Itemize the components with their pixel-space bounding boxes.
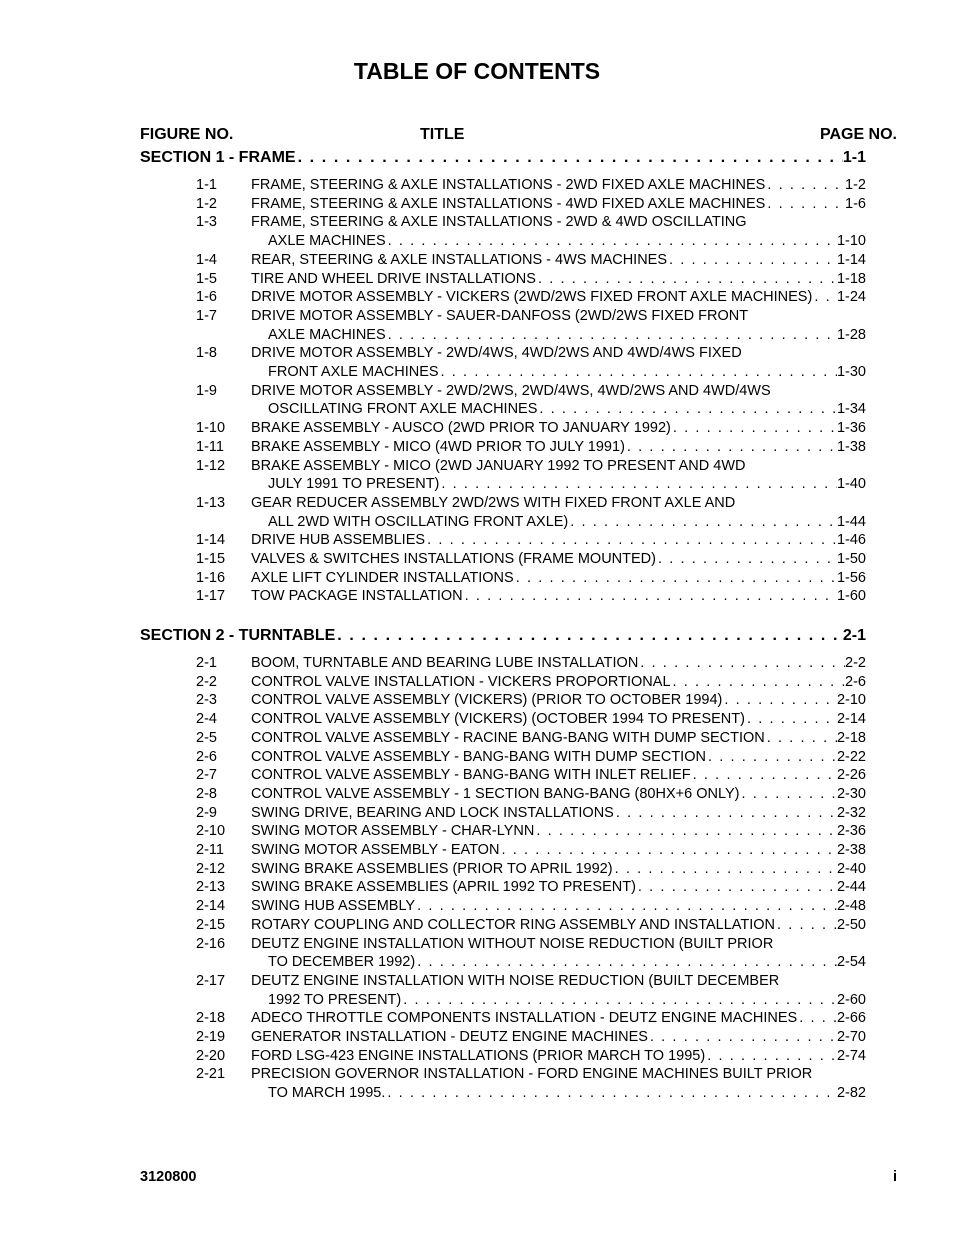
figure-number: 1-3	[196, 214, 217, 231]
dot-leader	[499, 841, 837, 860]
entry-title: SWING MOTOR ASSEMBLY - EATON	[251, 842, 500, 858]
toc-entry-line: BRAKE ASSEMBLY - MICO (2WD JANUARY 1992 TO PRESENT AND 4WD	[251, 457, 746, 474]
figure-number: 2-8	[196, 785, 217, 802]
entry-title: TO MARCH 1995.	[268, 1085, 386, 1102]
toc-entry-line: PRECISION GOVERNOR INSTALLATION - FORD ENGINE MACHINES BUILT PRIOR	[251, 1066, 813, 1083]
toc-entry[interactable]	[251, 878, 866, 897]
toc-entry[interactable]	[268, 991, 866, 1010]
entry-page: 1-14	[836, 251, 866, 268]
entry-page: 2-32	[836, 804, 866, 821]
entry-page: 1-34	[836, 401, 866, 418]
entry-page: 2-70	[836, 1029, 866, 1045]
figure-number: 2-15	[196, 916, 226, 933]
dot-leader	[625, 438, 837, 457]
figure-number: 2-17	[196, 972, 226, 989]
dot-leader	[537, 400, 837, 419]
entry-title: 1992 TO PRESENT)	[268, 991, 402, 1008]
figure-number: 2-14	[196, 898, 226, 915]
toc-entry[interactable]	[251, 569, 866, 588]
figure-number: 2-6	[196, 748, 217, 765]
entry-page: 2-22	[836, 748, 866, 765]
entry-page: 2-48	[836, 898, 866, 915]
toc-entry[interactable]	[251, 176, 866, 195]
dot-leader	[568, 513, 837, 532]
dot-leader	[514, 569, 837, 588]
section-title: SECTION 2 - TURNTABLE	[140, 627, 336, 644]
entry-page: 1-30	[836, 364, 866, 380]
dot-leader	[386, 326, 837, 345]
toc-entry[interactable]	[268, 326, 866, 345]
entry-page: 2-18	[836, 729, 866, 746]
entry-page: 1-44	[836, 513, 866, 530]
entry-page: 1-46	[836, 532, 866, 549]
entry-title: FRAME, STEERING & AXLE INSTALLATIONS - 4WD FIXED AXLE MACHINES	[251, 195, 766, 212]
dot-leader	[765, 195, 845, 214]
entry-page: 2-60	[836, 991, 866, 1008]
toc-entry-line: DRIVE MOTOR ASSEMBLY - 2WD/2WS, 2WD/4WS, 4WD/2WS AND 4WD/4WS	[251, 382, 771, 399]
entry-title: REAR, STEERING & AXLE INSTALLATIONS - 4WS MACHINES	[251, 251, 668, 268]
figure-number: 2-19	[196, 1029, 226, 1045]
entry-title: SWING BRAKE ASSEMBLIES (APRIL 1992 TO PRESENT)	[251, 879, 636, 896]
entry-page: 2-38	[836, 842, 866, 858]
toc-entry[interactable]	[251, 673, 866, 692]
figure-number: 1-6	[196, 289, 217, 306]
entry-title: ROTARY COUPLING AND COLLECTOR RING ASSEMBLY AND INSTALLATION	[251, 916, 776, 933]
toc-entry[interactable]	[251, 710, 866, 729]
dot-leader	[705, 1047, 837, 1066]
dot-leader	[722, 691, 837, 710]
entry-title: SWING MOTOR ASSEMBLY - CHAR-LYNN	[251, 823, 535, 840]
toc-entry[interactable]	[251, 195, 866, 214]
figure-number: 1-11	[196, 438, 224, 455]
entry-page: 2-30	[836, 785, 866, 802]
dot-leader	[415, 953, 837, 972]
entry-title: AXLE MACHINES	[268, 233, 386, 250]
entry-title: GENERATOR INSTALLATION - DEUTZ ENGINE MACHINES	[251, 1029, 648, 1045]
dot-leader	[797, 1009, 837, 1028]
dot-leader	[671, 673, 846, 692]
dot-leader	[691, 766, 837, 785]
toc-entry[interactable]	[251, 438, 866, 457]
figure-number: 2-10	[196, 823, 226, 840]
entry-title: DRIVE HUB ASSEMBLIES	[251, 532, 426, 549]
section-title: SECTION 1 - FRAME	[140, 149, 296, 166]
entry-page: 2-44	[836, 879, 866, 896]
dot-leader	[385, 1084, 837, 1103]
toc-entry[interactable]	[251, 691, 866, 710]
entry-title: ADECO THROTTLE COMPONENTS INSTALLATION - DEUTZ ENGINE MACHINES	[251, 1010, 798, 1027]
figure-number: 1-2	[196, 195, 217, 212]
figure-number: 2-18	[196, 1010, 226, 1027]
figure-number: 2-4	[196, 711, 217, 728]
dot-leader	[667, 251, 837, 270]
toc-entry[interactable]	[251, 1028, 866, 1047]
entry-title: SWING BRAKE ASSEMBLIES (PRIOR TO APRIL 1992)	[251, 860, 613, 877]
toc-entry-line: DEUTZ ENGINE INSTALLATION WITH NOISE REDUCTION (BUILT DECEMBER	[251, 972, 780, 989]
toc-entry-line: DRIVE MOTOR ASSEMBLY - 2WD/4WS, 4WD/2WS AND 4WD/4WS FIXED	[251, 345, 742, 362]
dot-leader	[463, 587, 837, 606]
figure-number: 1-5	[196, 270, 217, 287]
entry-page: 1-2	[845, 177, 866, 193]
column-header-figure: FIGURE NO.	[140, 126, 234, 143]
figure-number: 2-1	[196, 655, 217, 671]
entry-title: SWING HUB ASSEMBLY	[251, 898, 416, 915]
toc-entry[interactable]	[251, 1009, 866, 1028]
entry-title: CONTROL VALVE ASSEMBLY - 1 SECTION BANG-BANG (80HX+6 ONLY)	[251, 785, 740, 802]
entry-title: ALL 2WD WITH OSCILLATING FRONT AXLE)	[268, 513, 569, 530]
toc-entry[interactable]	[251, 419, 866, 438]
dot-leader	[536, 270, 837, 289]
toc-entry[interactable]	[251, 251, 866, 270]
toc-entry[interactable]	[268, 475, 866, 494]
entry-page: 1-38	[836, 438, 866, 455]
section-heading[interactable]	[140, 626, 866, 645]
toc-entry[interactable]	[251, 841, 866, 860]
figure-number: 2-5	[196, 729, 217, 746]
dot-leader	[439, 363, 837, 382]
entry-page: 1-6	[845, 195, 866, 212]
entry-page: 1-50	[836, 551, 866, 567]
figure-number: 1-9	[196, 382, 217, 399]
entry-title: CONTROL VALVE INSTALLATION - VICKERS PROPORTIONAL	[251, 673, 671, 690]
entry-page: 1-40	[836, 476, 866, 493]
section-heading[interactable]	[140, 148, 866, 167]
entry-page: 1-36	[836, 420, 866, 437]
toc-entry[interactable]	[251, 729, 866, 748]
entry-page: 2-54	[836, 954, 866, 971]
entry-title: JULY 1991 TO PRESENT)	[268, 476, 440, 493]
entry-page: 2-26	[836, 767, 866, 784]
dot-leader	[706, 748, 837, 767]
figure-number: 2-20	[196, 1047, 226, 1064]
toc-entry[interactable]	[251, 916, 866, 935]
figure-number: 2-11	[196, 842, 224, 858]
entry-page: 2-6	[845, 673, 866, 690]
entry-page: 1-28	[836, 326, 866, 343]
toc-entry[interactable]	[268, 232, 866, 251]
entry-page: 2-2	[845, 655, 866, 671]
figure-number: 1-15	[196, 551, 226, 567]
toc-entry[interactable]	[251, 1047, 866, 1066]
toc-entry[interactable]	[251, 804, 866, 823]
toc-entry[interactable]	[268, 363, 866, 382]
toc-entry-line: DEUTZ ENGINE INSTALLATION WITHOUT NOISE REDUCTION (BUILT PRIOR	[251, 935, 774, 952]
column-header-page: PAGE NO.	[819, 126, 897, 143]
figure-number: 2-21	[196, 1066, 226, 1083]
figure-number: 1-17	[196, 588, 226, 605]
figure-number: 1-8	[196, 345, 217, 362]
figure-number: 2-9	[196, 804, 217, 821]
figure-number: 1-14	[196, 532, 226, 549]
dot-leader	[415, 897, 837, 916]
dot-leader	[648, 1028, 837, 1047]
figure-number: 2-7	[196, 767, 217, 784]
figure-number: 1-10	[196, 420, 226, 437]
entry-title: AXLE LIFT CYLINDER INSTALLATIONS	[251, 569, 514, 586]
entry-title: FORD LSG-423 ENGINE INSTALLATIONS (PRIOR MARCH TO 1995)	[251, 1047, 706, 1064]
entry-title: CONTROL VALVE ASSEMBLY - RACINE BANG-BANG WITH DUMP SECTION	[251, 729, 765, 746]
toc-entry[interactable]	[268, 400, 866, 419]
toc-entry[interactable]	[251, 587, 866, 606]
figure-number: 1-1	[196, 177, 217, 193]
dot-leader	[765, 729, 837, 748]
entry-title: AXLE MACHINES	[268, 326, 386, 343]
entry-title: TO DECEMBER 1992)	[268, 954, 416, 971]
figure-number: 2-13	[196, 879, 226, 896]
dot-leader	[775, 916, 837, 935]
entry-page: 2-14	[836, 711, 866, 728]
entry-title: CONTROL VALVE ASSEMBLY (VICKERS) (OCTOBER 1994 TO PRESENT)	[251, 711, 745, 728]
toc-entry[interactable]	[251, 654, 866, 673]
figure-number: 1-7	[196, 307, 217, 324]
entry-title: FRAME, STEERING & AXLE INSTALLATIONS - 2WD FIXED AXLE MACHINES	[251, 177, 766, 193]
page-number: i	[892, 1169, 897, 1185]
toc-entry[interactable]	[251, 748, 866, 767]
dot-leader	[765, 176, 845, 195]
figure-number: 2-16	[196, 935, 226, 952]
toc-entry[interactable]	[251, 766, 866, 785]
dot-leader	[296, 148, 843, 167]
figure-number: 2-2	[196, 673, 217, 690]
entry-title: BOOM, TURNTABLE AND BEARING LUBE INSTALLATION	[251, 655, 639, 671]
entry-title: SWING DRIVE, BEARING AND LOCK INSTALLATIONS	[251, 804, 614, 821]
toc-entry[interactable]	[268, 1084, 866, 1103]
figure-number: 1-16	[196, 569, 226, 586]
figure-number: 1-13	[196, 494, 226, 511]
toc-entry[interactable]	[251, 860, 866, 879]
toc-entry-line: DRIVE MOTOR ASSEMBLY - SAUER-DANFOSS (2WD/2WS FIXED FRONT	[251, 307, 749, 324]
entry-page: 1-18	[836, 270, 866, 287]
dot-leader	[614, 804, 837, 823]
document-number: 3120800	[140, 1169, 197, 1185]
toc-entry-line: FRAME, STEERING & AXLE INSTALLATIONS - 2WD & 4WD OSCILLATING	[251, 214, 747, 231]
dot-leader	[745, 710, 837, 729]
entry-title: CONTROL VALVE ASSEMBLY (VICKERS) (PRIOR TO OCTOBER 1994)	[251, 692, 723, 709]
toc-entry[interactable]	[251, 785, 866, 804]
section-page: 2-1	[842, 627, 866, 644]
dot-leader	[656, 550, 837, 569]
toc-entry[interactable]	[251, 270, 866, 289]
toc-entry[interactable]	[251, 288, 866, 307]
dot-leader	[671, 419, 837, 438]
dot-leader	[401, 991, 837, 1010]
dot-leader	[739, 785, 837, 804]
entry-page: 2-74	[836, 1047, 866, 1064]
entry-title: FRONT AXLE MACHINES	[268, 364, 439, 380]
dot-leader	[636, 878, 837, 897]
toc-entry-line: GEAR REDUCER ASSEMBLY 2WD/2WS WITH FIXED FRONT AXLE AND	[251, 494, 736, 511]
dot-leader	[534, 822, 837, 841]
entry-page: 2-82	[836, 1085, 866, 1102]
dot-leader	[386, 232, 837, 251]
dot-leader	[613, 860, 837, 879]
entry-page: 1-60	[836, 588, 866, 605]
toc-entry[interactable]	[251, 531, 866, 550]
dot-leader	[439, 475, 837, 494]
entry-page: 2-36	[836, 823, 866, 840]
entry-page: 1-24	[836, 289, 866, 306]
figure-number: 2-3	[196, 692, 217, 709]
section-page: 1-1	[842, 149, 866, 166]
entry-page: 2-10	[836, 692, 866, 709]
entry-title: BRAKE ASSEMBLY - AUSCO (2WD PRIOR TO JANUARY 1992)	[251, 420, 671, 437]
toc-entry[interactable]	[251, 550, 866, 569]
entry-page: 2-66	[836, 1010, 866, 1027]
figure-number: 1-12	[196, 457, 226, 474]
entry-title: OSCILLATING FRONT AXLE MACHINES	[268, 401, 538, 418]
entry-title: DRIVE MOTOR ASSEMBLY - VICKERS (2WD/2WS FIXED FRONT AXLE MACHINES)	[251, 289, 813, 306]
entry-page: 1-10	[836, 233, 866, 250]
figure-number: 2-12	[196, 860, 226, 877]
column-header-title: TITLE	[420, 126, 465, 143]
dot-leader	[812, 288, 837, 307]
dot-leader	[425, 531, 837, 550]
entry-page: 2-40	[836, 860, 866, 877]
entry-title: BRAKE ASSEMBLY - MICO (4WD PRIOR TO JULY 1991)	[251, 438, 625, 455]
dot-leader	[335, 626, 843, 645]
entry-title: TIRE AND WHEEL DRIVE INSTALLATIONS	[251, 270, 536, 287]
toc-entry[interactable]	[268, 953, 866, 972]
entry-title: TOW PACKAGE INSTALLATION	[251, 588, 463, 605]
dot-leader	[638, 654, 845, 673]
toc-entry[interactable]	[268, 513, 866, 532]
toc-entry[interactable]	[251, 897, 866, 916]
entry-page: 1-56	[836, 569, 866, 586]
entry-page: 2-50	[836, 916, 866, 933]
toc-entry[interactable]	[251, 822, 866, 841]
entry-title: CONTROL VALVE ASSEMBLY - BANG-BANG WITH INLET RELIEF	[251, 767, 691, 784]
entry-title: VALVES & SWITCHES INSTALLATIONS (FRAME MOUNTED)	[251, 551, 656, 567]
page-title: TABLE OF CONTENTS	[353, 58, 601, 84]
figure-number: 1-4	[196, 251, 217, 268]
entry-title: CONTROL VALVE ASSEMBLY - BANG-BANG WITH DUMP SECTION	[251, 748, 706, 765]
